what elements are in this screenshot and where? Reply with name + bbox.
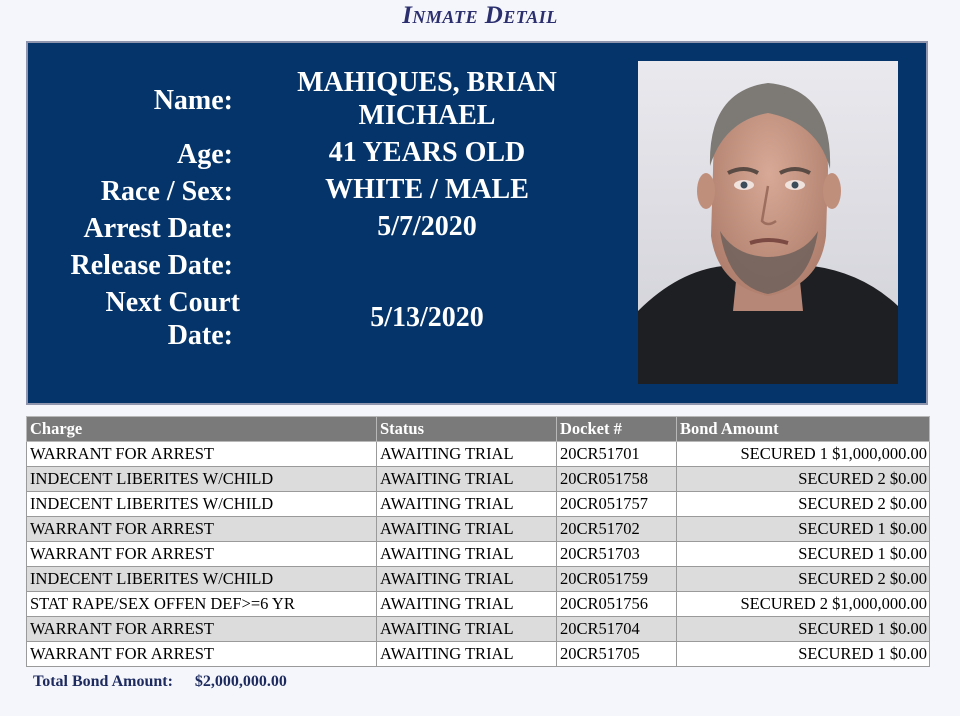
inmate-detail-panel	[26, 41, 928, 405]
status-cell: AWAITING TRIAL	[377, 492, 557, 517]
age-label: Age:	[177, 139, 233, 170]
release-date-label: Release Date:	[70, 250, 233, 281]
charges-header-row	[27, 417, 930, 442]
total-bond	[33, 673, 287, 691]
status-cell: AWAITING TRIAL	[377, 642, 557, 667]
table-row	[27, 442, 930, 467]
docket-cell: 20CR51705	[557, 642, 677, 667]
bond-cell: SECURED 2 $0.00	[677, 492, 930, 517]
bond-cell: SECURED 2 $1,000,000.00	[677, 592, 930, 617]
docket-cell: 20CR51701	[557, 442, 677, 467]
status-cell: AWAITING TRIAL	[377, 592, 557, 617]
docket-cell: 20CR51703	[557, 542, 677, 567]
column-header-bond: Bond Amount	[677, 417, 930, 442]
charge-cell: INDECENT LIBERITES W/CHILD	[27, 492, 377, 517]
charge-cell: INDECENT LIBERITES W/CHILD	[27, 567, 377, 592]
charge-cell: WARRANT FOR ARREST	[27, 517, 377, 542]
total-bond-value: $2,000,000.00	[194, 673, 287, 690]
bond-cell: SECURED 1 $1,000,000.00	[677, 442, 930, 467]
charge-cell: WARRANT FOR ARREST	[27, 542, 377, 567]
column-header-charge: Charge	[27, 417, 377, 442]
inmate-photo	[638, 61, 898, 384]
table-row	[27, 467, 930, 492]
status-cell: AWAITING TRIAL	[377, 517, 557, 542]
charge-cell: INDECENT LIBERITES W/CHILD	[27, 467, 377, 492]
race-sex-label: Race / Sex:	[100, 176, 233, 207]
table-row	[27, 517, 930, 542]
table-row	[27, 542, 930, 567]
charge-cell: WARRANT FOR ARREST	[27, 442, 377, 467]
docket-cell: 20CR051759	[557, 567, 677, 592]
name-line2-value: MICHAEL	[358, 100, 496, 131]
charges-table	[26, 416, 930, 667]
docket-cell: 20CR051756	[557, 592, 677, 617]
next-court-date-value: 5/13/2020	[370, 302, 484, 333]
charge-cell: WARRANT FOR ARREST	[27, 617, 377, 642]
name-label: Name:	[153, 85, 233, 116]
race-sex-value: WHITE / MALE	[325, 174, 529, 205]
total-bond-label: Total Bond Amount:	[33, 673, 173, 690]
docket-cell: 20CR051757	[557, 492, 677, 517]
bond-cell: SECURED 2 $0.00	[677, 567, 930, 592]
table-row	[27, 567, 930, 592]
table-row	[27, 617, 930, 642]
page-title: Inmate Detail	[402, 2, 558, 29]
bond-cell: SECURED 1 $0.00	[677, 517, 930, 542]
status-cell: AWAITING TRIAL	[377, 442, 557, 467]
bond-cell: SECURED 1 $0.00	[677, 617, 930, 642]
next-court-date-label-line1: Next Court	[105, 287, 240, 318]
arrest-date-value: 5/7/2020	[377, 211, 477, 242]
column-header-docket: Docket #	[557, 417, 677, 442]
docket-cell: 20CR51704	[557, 617, 677, 642]
table-row	[27, 642, 930, 667]
bond-cell: SECURED 1 $0.00	[677, 642, 930, 667]
status-cell: AWAITING TRIAL	[377, 542, 557, 567]
charge-cell: WARRANT FOR ARREST	[27, 642, 377, 667]
table-row	[27, 492, 930, 517]
table-row	[27, 592, 930, 617]
status-cell: AWAITING TRIAL	[377, 567, 557, 592]
docket-cell: 20CR51702	[557, 517, 677, 542]
arrest-date-label: Arrest Date:	[83, 213, 233, 244]
column-header-status: Status	[377, 417, 557, 442]
bond-cell: SECURED 2 $0.00	[677, 467, 930, 492]
charge-cell: STAT RAPE/SEX OFFEN DEF>=6 YR	[27, 592, 377, 617]
docket-cell: 20CR051758	[557, 467, 677, 492]
age-value: 41 YEARS OLD	[328, 137, 526, 168]
next-court-date-label-line2: Date:	[167, 320, 233, 351]
status-cell: AWAITING TRIAL	[377, 617, 557, 642]
status-cell: AWAITING TRIAL	[377, 467, 557, 492]
bond-cell: SECURED 1 $0.00	[677, 542, 930, 567]
name-line1-value: MAHIQUES, BRIAN	[297, 67, 557, 98]
